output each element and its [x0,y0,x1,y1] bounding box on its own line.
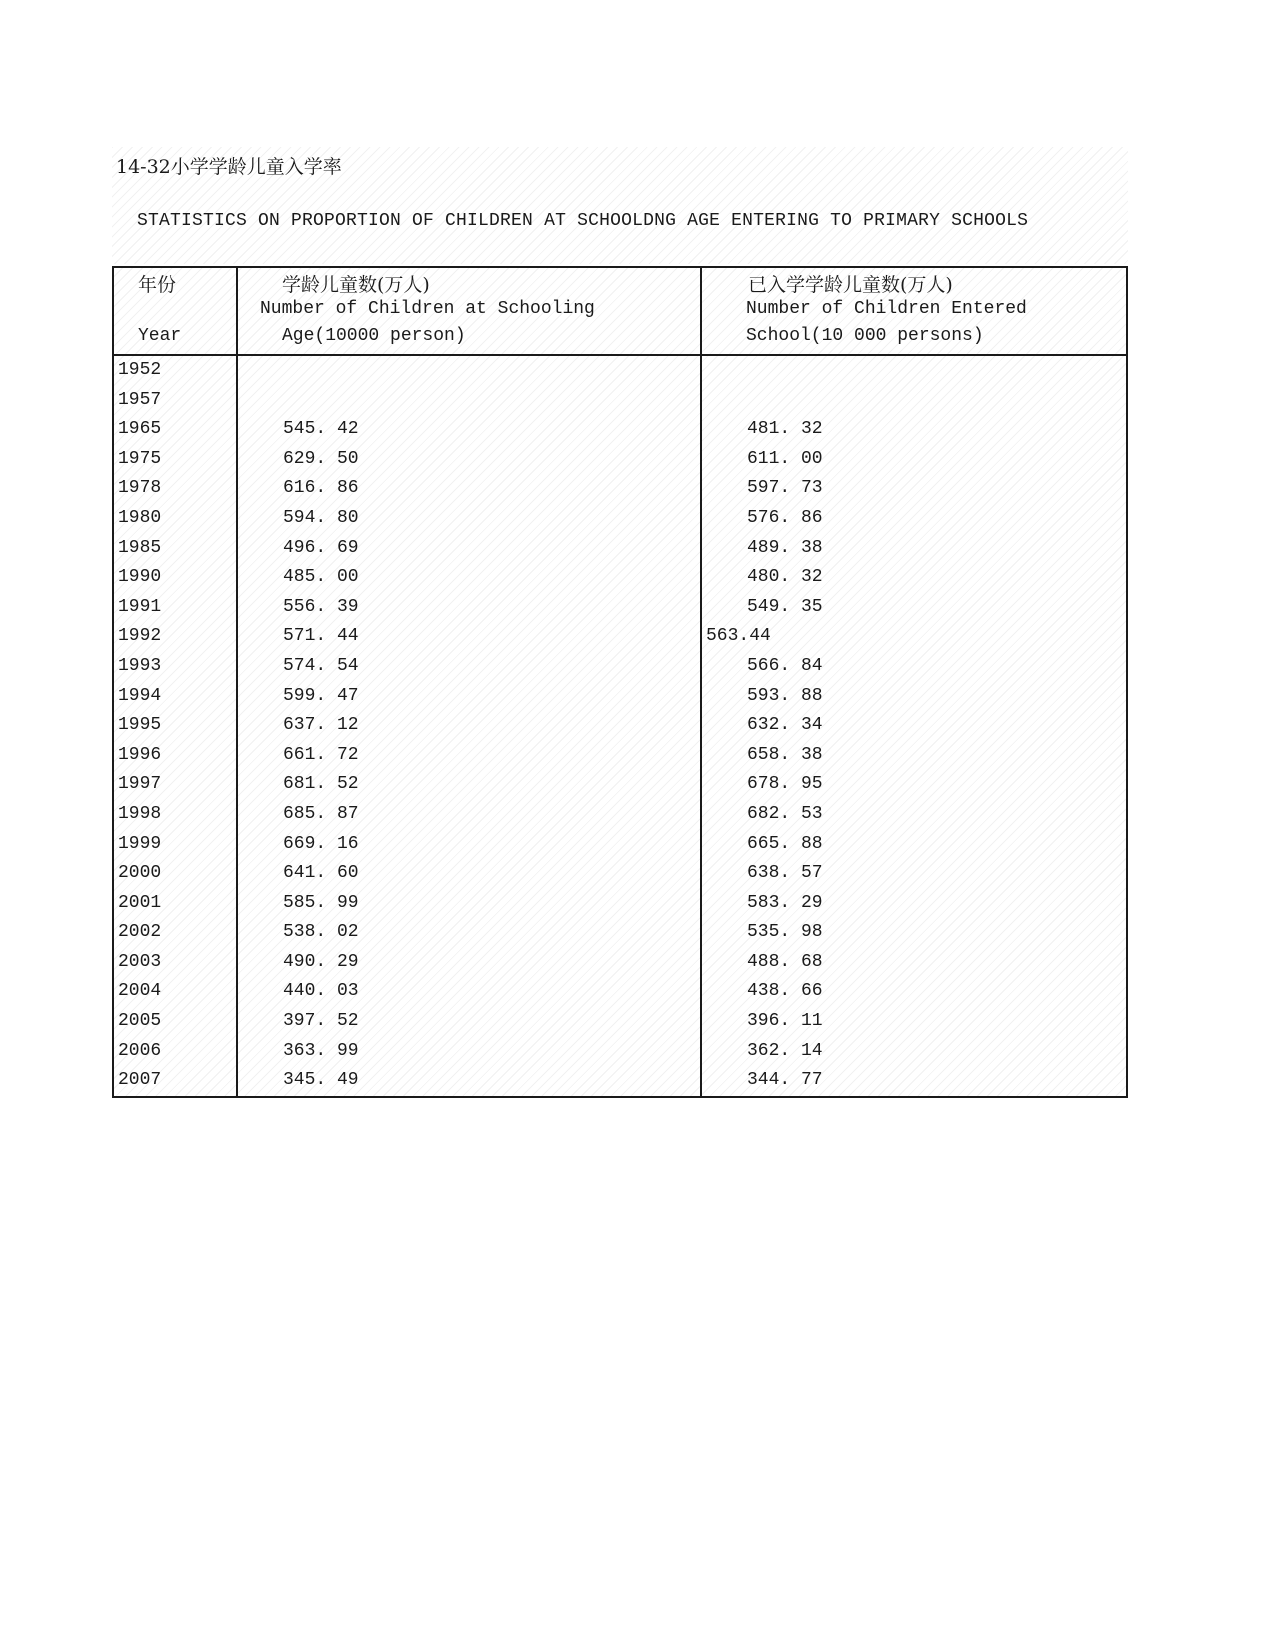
year-cell: 1992 [113,622,237,652]
table-title-en: STATISTICS ON PROPORTION OF CHILDREN AT SCHOOLDNG AGE ENTERING TO PRIMARY SCHOOLS [137,211,1029,231]
year-cell: 1994 [113,682,237,712]
entered-count-cell: 396. 11 [701,1007,1127,1037]
children-count-cell: 496. 69 [237,534,701,564]
table-row [113,741,1127,771]
table-row [113,534,1127,564]
table-row [113,918,1127,948]
year-cell: 1957 [113,386,237,416]
table-row [113,1066,1127,1097]
table-row [113,474,1127,504]
year-cell: 1991 [113,593,237,623]
header-col-a-en1: Number of Children at Schooling [260,299,595,319]
children-count-cell: 585. 99 [237,889,701,919]
header-year-cn: 年份 [138,274,177,296]
children-count-cell: 637. 12 [237,711,701,741]
entered-count-cell: 597. 73 [701,474,1127,504]
children-count-cell: 397. 52 [237,1007,701,1037]
entered-count-cell: 632. 34 [701,711,1127,741]
entered-count-cell: 576. 86 [701,504,1127,534]
table-row [113,504,1127,534]
year-cell: 1996 [113,741,237,771]
table-row [113,682,1127,712]
entered-count-cell: 638. 57 [701,859,1127,889]
year-cell: 1965 [113,415,237,445]
children-count-cell [237,386,701,416]
table-row [113,622,1127,652]
header-col-a-cn: 学龄儿童数(万人) [282,274,430,296]
table-row [113,593,1127,623]
year-cell: 1995 [113,711,237,741]
table-row [113,355,1127,386]
entered-count-cell: 593. 88 [701,682,1127,712]
table-row [113,977,1127,1007]
children-count-cell: 485. 00 [237,563,701,593]
entered-count-cell: 583. 29 [701,889,1127,919]
year-cell: 2002 [113,918,237,948]
year-cell: 2007 [113,1066,237,1097]
header-children-at-school-age [237,267,701,355]
entered-count-cell: 362. 14 [701,1037,1127,1067]
entered-count-cell: 566. 84 [701,652,1127,682]
children-count-cell: 629. 50 [237,445,701,475]
entered-count-cell: 489. 38 [701,534,1127,564]
table-row [113,770,1127,800]
children-count-cell: 599. 47 [237,682,701,712]
header-col-b-en2: School(10 000 persons) [746,326,984,346]
entered-count-cell: 611. 00 [701,445,1127,475]
entered-count-cell: 535. 98 [701,918,1127,948]
year-cell: 1952 [113,355,237,386]
children-count-cell: 661. 72 [237,741,701,771]
table-row [113,800,1127,830]
children-count-cell: 669. 16 [237,830,701,860]
children-count-cell: 345. 49 [237,1066,701,1097]
entered-count-cell: 344. 77 [701,1066,1127,1097]
table-title-cn: 14-32小学学龄儿童入学率 [116,156,342,178]
children-count-cell: 571. 44 [237,622,701,652]
table-row [113,948,1127,978]
children-count-cell [237,355,701,386]
table-row [113,386,1127,416]
entered-count-cell: 658. 38 [701,741,1127,771]
children-count-cell: 641. 60 [237,859,701,889]
children-count-cell: 556. 39 [237,593,701,623]
children-count-cell: 616. 86 [237,474,701,504]
entered-count-cell: 678. 95 [701,770,1127,800]
year-cell: 1980 [113,504,237,534]
header-children-entered-school [701,267,1127,355]
children-count-cell: 685. 87 [237,800,701,830]
entered-count-cell [701,355,1127,386]
entered-count-cell: 682. 53 [701,800,1127,830]
children-count-cell: 363. 99 [237,1037,701,1067]
year-cell: 1975 [113,445,237,475]
entered-count-cell [701,386,1127,416]
entered-count-cell: 665. 88 [701,830,1127,860]
year-cell: 2003 [113,948,237,978]
table-row [113,652,1127,682]
table-row [113,415,1127,445]
year-cell: 2006 [113,1037,237,1067]
year-cell: 1990 [113,563,237,593]
children-count-cell: 538. 02 [237,918,701,948]
header-year [113,267,237,355]
entered-count-cell: 480. 32 [701,563,1127,593]
entered-count-cell: 549. 35 [701,593,1127,623]
year-cell: 1997 [113,770,237,800]
entered-count-cell: 481. 32 [701,415,1127,445]
header-year-en: Year [138,326,182,346]
header-col-b-en1: Number of Children Entered [746,299,1027,319]
table-row [113,889,1127,919]
children-count-cell: 490. 29 [237,948,701,978]
table-row [113,445,1127,475]
year-cell: 1999 [113,830,237,860]
table-row [113,830,1127,860]
year-cell: 2000 [113,859,237,889]
year-cell: 1978 [113,474,237,504]
children-count-cell: 545. 42 [237,415,701,445]
table-row [113,1037,1127,1067]
year-cell: 1993 [113,652,237,682]
children-count-cell: 574. 54 [237,652,701,682]
entered-count-cell: 563.44 [701,622,1127,652]
year-cell: 2004 [113,977,237,1007]
statistics-table [112,266,1128,1098]
table-header-row [113,267,1127,355]
table-row [113,859,1127,889]
year-cell: 2005 [113,1007,237,1037]
header-col-b-cn: 已入学学龄儿童数(万人) [748,274,953,296]
entered-count-cell: 438. 66 [701,977,1127,1007]
year-cell: 1998 [113,800,237,830]
year-cell: 2001 [113,889,237,919]
entered-count-cell: 488. 68 [701,948,1127,978]
table-row [113,563,1127,593]
children-count-cell: 681. 52 [237,770,701,800]
children-count-cell: 594. 80 [237,504,701,534]
table-row [113,1007,1127,1037]
header-col-a-en2: Age(10000 person) [282,326,466,346]
title-band [112,147,1128,264]
year-cell: 1985 [113,534,237,564]
table-row [113,711,1127,741]
children-count-cell: 440. 03 [237,977,701,1007]
